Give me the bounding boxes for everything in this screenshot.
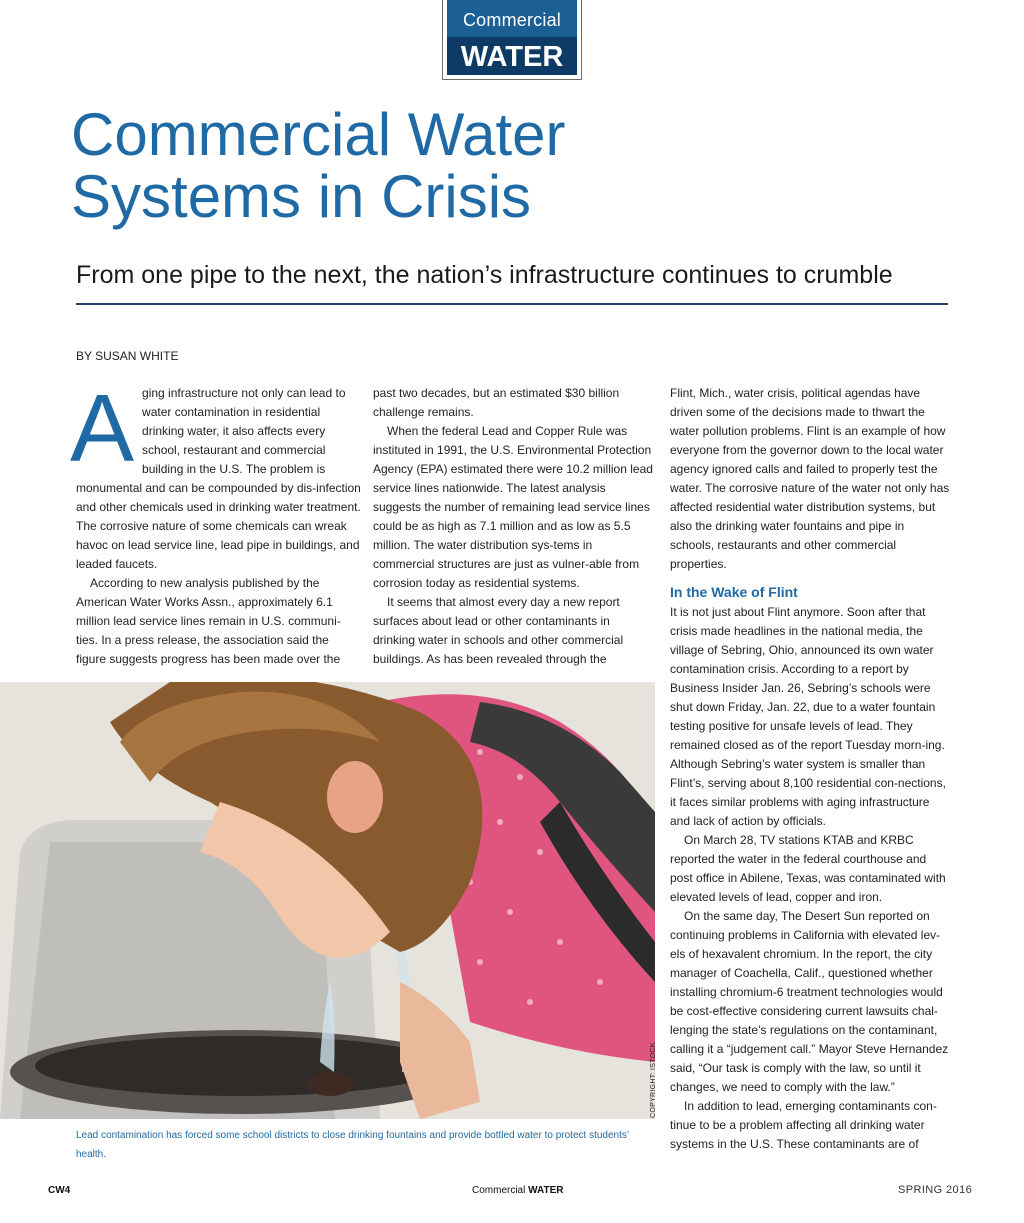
girl-drinking-fountain-illustration [0,682,655,1119]
paragraph: According to new analysis published by the American Water Works Assn., approximately 6.1 million lead service lines remain in U.S. communi-ties. In a press release, the association said the figure suggests progress has been made over the [76,576,341,666]
paragraph: On the same day, The Desert Sun reported on continuing problems in California with elevated lev-els of hexavalent chromium. In the report, the city manager of Coachella, Calif., questioned whether installing chromium-6 treatment technologies would be cost-effective considering current lawsuits chal-lenging the state’s regulations on the contaminant, calling it a “judgement call.” Mayor Steve Hernandez said, “Our task is comply with the law, so until it changes, we need to comply with the law.” [670,909,949,1094]
logo-line1: Commercial [447,0,577,37]
paragraph: On March 28, TV stations KTAB and KRBC reported the water in the federal courthouse and post office in Abilene, Texas, was contaminated with elevated levels of lead, copper and iron. [670,833,946,904]
paragraph-text: ging infrastructure not only can lead to water contamination in residential drinking water, it also affects every school, restaurant and commercial building in the U.S. The problem is monumental and can be compounded by dis-infection and other chemicals used in drinking water treatment. The corrosive nature of some chemicals can wreak havoc on lead service line, lead pipe in buildings, and leaded faucets. [76,386,361,571]
title-line2: Systems in Crisis [71,163,532,230]
text-column-3 [670,384,950,1154]
publication-logo [442,0,582,80]
byline: BY SUSAN WHITE [76,349,179,363]
paragraph: When the federal Lead and Copper Rule was instituted in 1991, the U.S. Environmental Protection Agency (EPA) estimated there were 10.2 million lead service lines nationwide. The latest analysis suggests the number of remaining lead service lines could be as high as 7.1 million and as low as 5.5 million. The water distribution sys-tems in commercial structures are just as vulner-able from corrosion today as residential systems. [373,424,653,590]
logo-box [447,0,577,75]
section-heading: In the Wake of Flint [670,584,798,600]
footer-publication-bold: WATER [528,1185,564,1196]
paragraph: Flint, Mich., water crisis, political agendas have driven some of the decisions made to thwart the water pollution problems. Flint is an example of how everyone from the governor down to the local water agency ignored calls and failed to properly test the water. The corrosive nature of the water not only has affected residential water distribution systems, but also the drinking water fountains and pipe in schools, restaurants and other commercial properties. [670,386,950,571]
text-column-1 [70,375,361,669]
title-divider [76,303,948,305]
article-photo [0,682,655,1119]
footer-publication [472,1185,564,1196]
article-title [71,101,691,230]
paragraph [70,375,361,574]
text-column-2 [373,384,655,669]
page-number: CW4 [48,1185,71,1196]
paragraph: past two decades, but an estimated $30 billion challenge remains. [373,386,620,419]
photo-credit: COPYRIGHT: ISTOCK [650,1042,657,1118]
paragraph: In addition to lead, emerging contaminants con-tinue to be a problem affecting all drinking water systems in the U.S. These contaminants are of [670,1099,937,1151]
footer-issue: SPRING 2016 [898,1184,973,1196]
logo-line2: WATER [460,41,564,73]
drop-cap: A [70,375,135,482]
title-line1: Commercial Water [71,101,566,168]
footer-publication-regular: Commercial [472,1185,526,1196]
photo-caption: Lead contamination has forced some school districts to close drinking fountains and provide bottled water to protect students’ health. [76,1130,629,1160]
paragraph: It seems that almost every day a new report surfaces about lead or other contaminants in drinking water in schools and other commercial buildings. As has been revealed through the [373,595,624,666]
article-subtitle: From one pipe to the next, the nation’s infrastructure continues to crumble [76,261,893,289]
paragraph: It is not just about Flint anymore. Soon after that crisis made headlines in the national media, the village of Sebring, Ohio, announced its own water contamination crisis. According to a report by Business Insider Jan. 26, Sebring’s schools were shut down Friday, Jan. 22, due to a water fountain testing positive for unsafe levels of lead. They remained closed as of the report Tuesday morn-ing. Although Sebring’s water system is smaller than Flint’s, serving about 8,100 residential con-nections, it faces similar problems with aging infrastructure and lack of action by officials. [670,605,946,828]
